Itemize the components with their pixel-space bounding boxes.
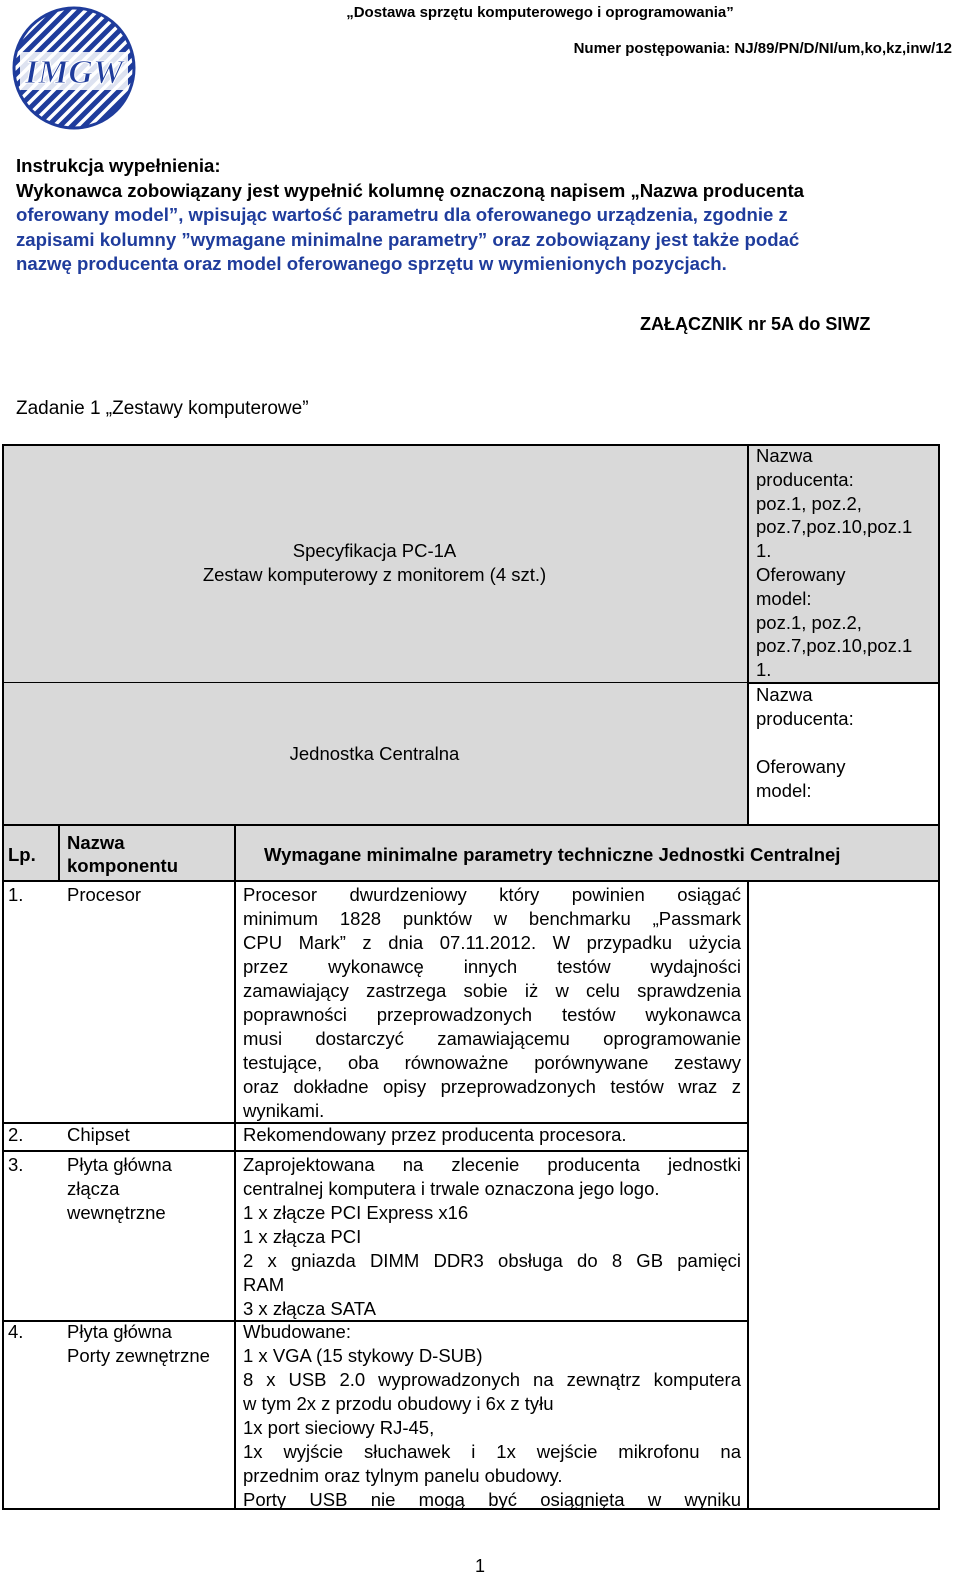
row-lp: 2. [8,1124,24,1145]
row-params [243,883,741,1123]
row-params [243,1320,741,1512]
spec-title: Specyfikacja PC-1A [292,540,457,561]
param-line: musi dostarczyć zamawiającemu oprogramowanie [243,1028,741,1049]
param-line: 2 x gniazda DIMM DDR3 obsługa do 8 GB pamięci [243,1250,741,1271]
row-lp: 4. [8,1321,24,1342]
page-number: 1 [474,1556,485,1576]
param-line: 1 x VGA (15 stykowy D-SUB) [243,1345,483,1366]
param-line: centralnej komputera i trwale oznaczona jego logo. [243,1178,660,1199]
param-line: minimum 1828 punktów w benchmarku „Passmark [243,908,741,929]
header-lp: Lp. [8,844,36,865]
row-divider [2,1150,747,1152]
param-line: 8 x USB 2.0 wyprowadzonych na zewnątrz komputera [243,1369,741,1390]
position-list: poz.1, poz.2, [756,611,862,633]
position-list: 1. [756,659,772,681]
instructions-line: zapisami kolumny ”wymagane minimalne parametry” oraz zobowiązany jest także podać [16,228,800,250]
instructions-line: oferowany model”, wpisując wartość parametru dla oferowanego urządzenia, zgodnie z [16,204,788,226]
position-list: poz.1, poz.2, [756,492,862,514]
instructions-line: Wykonawca zobowiązany jest wypełnić kolumnę oznaczoną napisem „Nazwa producenta [16,179,805,201]
header-params: Wymagane minimalne parametry techniczne Jednostki Centralnej [264,844,841,865]
producer-label: Nazwa [756,684,813,705]
param-line: testujące, oba równoważne porównywane zestawy [243,1052,741,1073]
producer-label: producenta: [756,708,854,729]
position-list: poz.7,poz.10,poz.1 [756,516,913,538]
row-params [243,1123,741,1147]
param-line: w tym 2x z przodu obudowy i 6x z tyłu [243,1393,554,1414]
table-left-border [2,882,4,1510]
offer-column [747,882,940,1510]
header-component-line: Nazwa [67,832,125,853]
param-line: przednim oraz tylnym panelu obudowy. [243,1465,563,1486]
param-line: CPU Mark” z dnia 07.11.2012. W przypadku użycia [243,932,741,953]
component-line: Płyta główna [67,1321,172,1342]
component-line: Płyta główna [67,1154,172,1175]
param-line: poprawności przeprowadzonych testów wykonawca [243,1004,741,1025]
task-heading: Zadanie 1 „Zestawy komputerowe” [16,398,309,419]
model-label: Oferowany [756,563,846,585]
param-line: oraz dokładne opisy przeprowadzonych testów wraz z [243,1076,741,1097]
row-component: Procesor [67,884,142,905]
param-line: 1x wyjście słuchawek i 1x wejście mikrofonu na [243,1441,741,1462]
instructions-block [16,154,956,277]
row-lp: 1. [8,884,24,905]
model-label: Oferowany [756,756,846,777]
instructions-line: nazwę producenta oraz model oferowanego sprzętu w wymienionych pozycjach. [16,253,727,275]
column-divider [58,826,60,882]
header-component-line: komponentu [67,855,178,876]
component-line: wewnętrzne [67,1202,166,1223]
procedure-number: Numer postępowania: NJ/89/PN/D/NI/um,ko,kz,inw/12 [573,40,952,57]
spec-subtitle: Zestaw komputerowy z monitorem (4 szt.) [202,564,547,585]
param-line: 3 x złącza SATA [243,1298,376,1319]
param-line: wynikami. [243,1100,325,1121]
row-component [67,1320,210,1368]
param-line: Procesor dwurdzeniowy który powinien osiągać [243,884,741,905]
param-line: RAM [243,1274,285,1295]
component-line: złącza [67,1178,120,1199]
param-line: Porty USB nie mogą być osiągnięta w wyniku [243,1489,741,1510]
position-list: 1. [756,540,772,562]
param-line: Rekomendowany przez producenta procesora. [243,1124,627,1145]
param-line: 1 x złącze PCI Express x16 [243,1202,469,1223]
producer-label: producenta: [756,468,854,490]
producer-name-field [756,683,940,731]
column-divider [234,882,236,1510]
svg-text:IMGW: IMGW [24,54,124,91]
producer-label: Nazwa [756,445,813,466]
imgw-logo [12,6,136,130]
attachment-label: ZAŁĄCZNIK nr 5A do SIWZ [640,314,871,334]
param-line: 1x port sieciowy RJ-45, [243,1417,435,1438]
row-params [243,1153,741,1321]
instructions-heading: Instrukcja wypełnienia: [16,155,221,176]
component-line: Porty zewnętrzne [67,1345,210,1366]
header-component [67,831,178,877]
model-label: model: [756,587,812,609]
param-line: przez wykonawcę innych testów wydajności [243,956,741,977]
param-line: Wbudowane: [243,1321,351,1342]
column-divider [234,826,236,882]
param-line: zamawiający zastrzega sobie iż w celu sprawdzenia [243,980,741,1001]
model-label: model: [756,780,812,801]
model-name-field [756,755,940,803]
producer-model-header [756,444,940,682]
row-component [67,1153,172,1225]
param-line: Zaprojektowana na zlecenie producenta jednostki [243,1154,741,1175]
param-line: 1 x złącza PCI [243,1226,362,1247]
central-unit-label: Jednostka Centralna [289,743,460,764]
row-lp: 3. [8,1154,24,1175]
document-title: „Dostawa sprzętu komputerowego i oprogramowania” [346,4,734,21]
row-component: Chipset [67,1124,130,1145]
position-list: poz.7,poz.10,poz.1 [756,635,913,657]
spec-row-divider [2,682,749,683]
